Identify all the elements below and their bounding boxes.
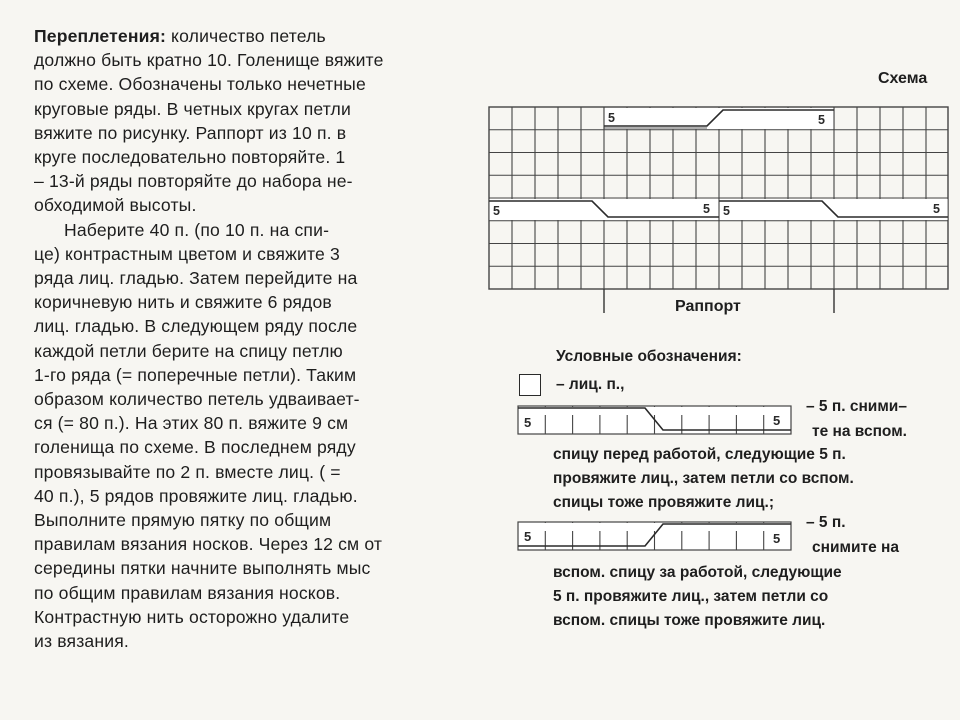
legend-number: 5 <box>773 531 781 546</box>
text-line: провязывайте по 2 п. вместе лиц. ( = <box>34 461 341 482</box>
paragraph-1 <box>34 24 462 218</box>
text-line: должно быть кратно 10. Голенище вяжите <box>34 50 384 71</box>
legend-number: 5 <box>524 415 532 430</box>
text-line: ся (= 80 п.). На этих 80 п. вяжите 9 см <box>34 413 349 434</box>
legend-text-line: провяжите лиц., затем петли со вспом. <box>553 470 854 487</box>
text-line: количество петель <box>166 26 326 46</box>
text-line: це) контрастным цветом и свяжите 3 <box>34 243 340 264</box>
text-line: середины пятки начните выполнять мыс <box>34 558 371 579</box>
cable-number: 5 <box>608 111 615 125</box>
heading-patterns: Переплетения: <box>34 26 167 46</box>
cable-number: 5 <box>933 202 940 216</box>
legend-text-line: вспом. спицы тоже провяжите лиц. <box>553 612 826 629</box>
text-line: Контрастную нить осторожно удалите <box>34 606 350 627</box>
text-line: 1-го ряда (= поперечные петли). Таким <box>34 364 357 385</box>
cable-number: 5 <box>493 204 500 218</box>
text-line: лиц. гладью. В следующем ряду после <box>34 316 358 337</box>
legend-text-line: снимите на <box>812 539 900 556</box>
paragraph-2 <box>34 218 462 654</box>
legend-text-line: – 5 п. <box>806 514 846 531</box>
text-line: по общим правилам вязания носков. <box>34 582 341 603</box>
legend-text-line: – 5 п. сними– <box>806 398 907 415</box>
text-line: обходимой высоты. <box>34 195 197 216</box>
cable-number: 5 <box>703 202 710 216</box>
legend-cable-left-symbol <box>515 519 795 555</box>
text-line: правилам вязания носков. Через 12 см от <box>34 534 383 555</box>
text-line: голенища по схеме. В последнем ряду <box>34 437 356 458</box>
cable-number: 5 <box>818 113 825 127</box>
text-line: по схеме. Обозначены только нечетные <box>34 74 366 95</box>
legend-number: 5 <box>524 529 532 544</box>
legend-knit-cell <box>519 374 541 396</box>
text-line: круговые ряды. В четных кругах петли <box>34 98 351 119</box>
text-line: каждой петли берите на спицу петлю <box>34 340 343 361</box>
legend-knit-text: – лиц. п., <box>556 376 625 393</box>
rapport-label: Раппорт <box>675 298 741 315</box>
legend-title: Условные обозначения: <box>556 348 742 365</box>
text-line: – 13-й ряды повторяйте до набора не- <box>34 171 353 192</box>
instructions-text <box>34 24 462 653</box>
legend-number: 5 <box>773 413 781 428</box>
text-line: 40 п.), 5 рядов провяжите лиц. гладью. <box>34 485 358 506</box>
cable-number: 5 <box>723 204 730 218</box>
text-line: коричневую нить и свяжите 6 рядов <box>34 292 332 313</box>
legend-text-line: спицу перед работой, следующие 5 п. <box>553 446 846 463</box>
legend-text-line: те на вспом. <box>812 423 907 440</box>
scheme-title: Схема <box>878 70 928 87</box>
text-line: из вязания. <box>34 631 129 652</box>
text-line: вяжите по рисунку. Раппорт из 10 п. в <box>34 122 347 143</box>
legend-cable-right-symbol <box>515 403 795 439</box>
text-line: Наберите 40 п. (по 10 п. на спи- <box>64 219 330 240</box>
text-line: круге последовательно повторяйте. 1 <box>34 147 346 168</box>
text-line: образом количество петель удваивает- <box>34 389 360 410</box>
text-line: Выполните прямую пятку по общим <box>34 510 332 531</box>
knitting-chart <box>480 95 950 320</box>
legend-text-line: 5 п. провяжите лиц., затем петли со <box>553 588 829 605</box>
legend-text-line: вспом. спицу за работой, следующие <box>553 564 842 581</box>
text-line: ряда лиц. гладью. Затем перейдите на <box>34 268 358 289</box>
legend-text-line: спицы тоже провяжите лиц.; <box>553 494 775 511</box>
